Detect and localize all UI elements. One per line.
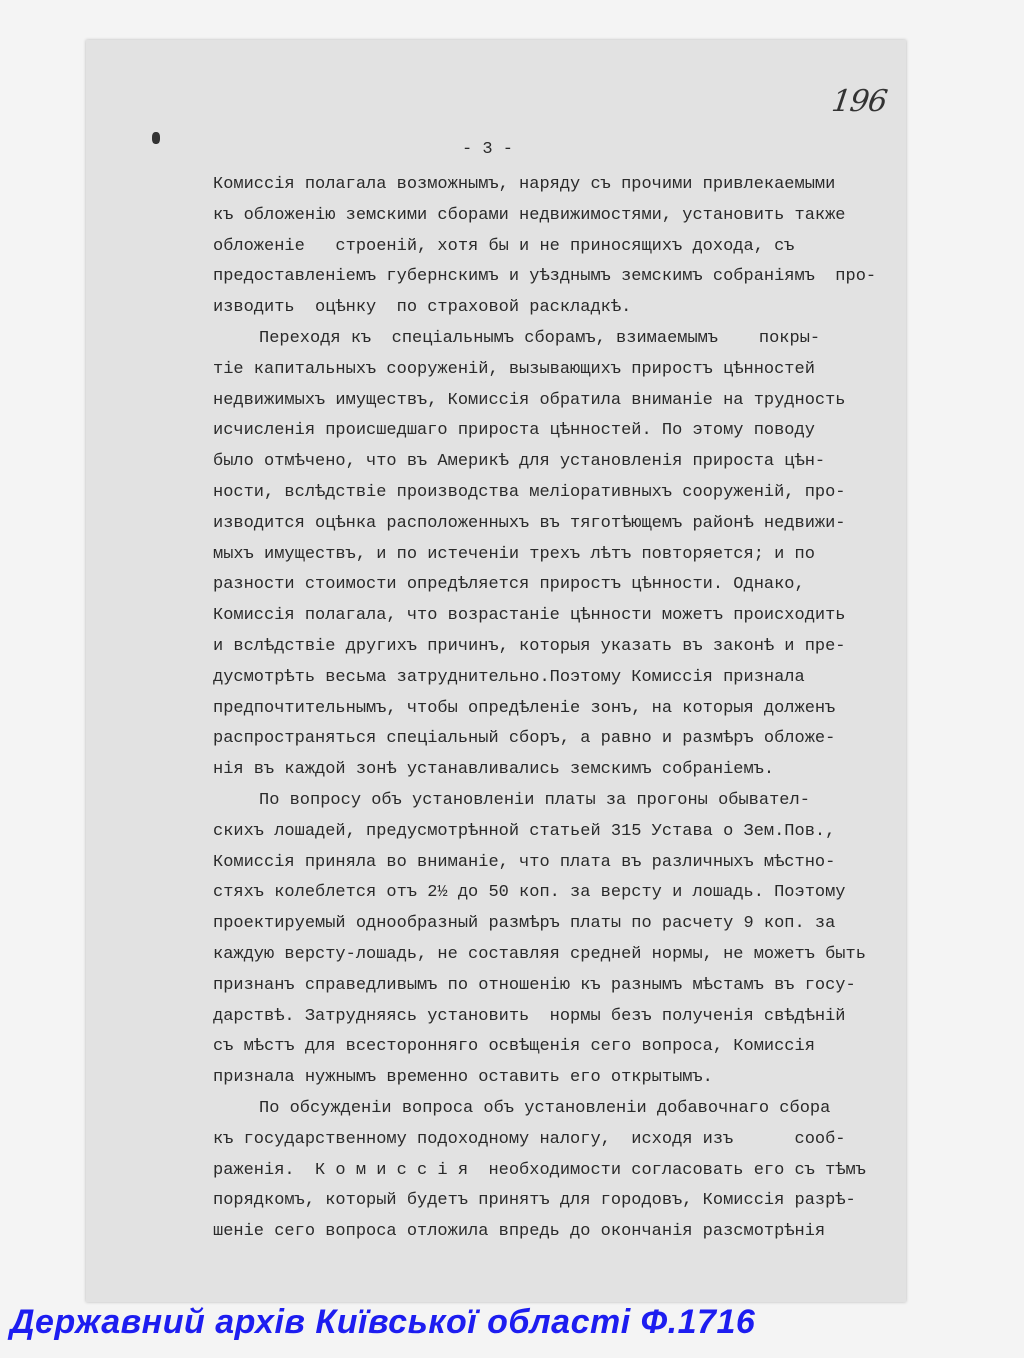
document-body <box>213 170 893 1248</box>
text-line: изводится оцѣнка расположенныхъ въ тяготѣющемъ районѣ недвижи- <box>213 513 846 533</box>
text-line: стяхъ колеблется отъ 2½ до 50 коп. за версту и лошадь. Поэтому <box>213 883 846 903</box>
text-line: нія въ каждой зонѣ устанавливались земскимъ собраніемъ. <box>213 760 775 780</box>
text-line: и вслѣдствіе другихъ причинъ, которыя указать въ законѣ и пре- <box>213 636 846 656</box>
text-line: порядкомъ, который будетъ принятъ для городовъ, Комиссія разрѣ- <box>213 1191 856 1211</box>
text-line: По обсужденіи вопроса объ установленіи добавочнаго сбора <box>259 1098 831 1118</box>
text-line: проектируемый однообразный размѣръ платы по расчету 9 коп. за <box>213 914 836 934</box>
text-line: Комиссія приняла во вниманіе, что плата въ различныхъ мѣстно- <box>213 852 836 872</box>
page-number: - 3 - <box>462 140 514 159</box>
text-line: Комиссія полагала, что возрастаніе цѣнности можетъ происходить <box>213 606 846 626</box>
text-line: Переходя къ спеціальнымъ сборамъ, взимаемымъ покры- <box>259 328 821 348</box>
text-line: По вопросу объ установленіи платы за прогоны обывател- <box>259 790 810 810</box>
archive-caption: Державний архів Київської області Ф.1716 <box>10 1303 756 1341</box>
text-line: недвижимыхъ имуществъ, Комиссія обратила вниманіе на трудность <box>213 390 846 410</box>
text-line: скихъ лошадей, предусмотрѣнной статьей 315 Устава о Зем.Пов., <box>213 821 836 841</box>
text-line: съ мѣстъ для всесторонняго освѣщенія сего вопроса, Комиссія <box>213 1037 815 1057</box>
text-line: мыхъ имуществъ, и по истеченіи трехъ лѣтъ повторяется; и по <box>213 544 815 564</box>
text-line: къ государственному подоходному налогу, исходя изъ сооб- <box>213 1129 846 1149</box>
text-line: признанъ справедливымъ по отношенію къ разнымъ мѣстамъ въ госу- <box>213 975 856 995</box>
text-line: было отмѣчено, что въ Америкѣ для установленія прироста цѣн- <box>213 452 826 472</box>
text-line: къ обложенію земскими сборами недвижимостями, установить также <box>213 205 846 225</box>
text-line: исчисленія происшедшаго прироста цѣнностей. По этому поводу <box>213 421 815 441</box>
text-line: каждую версту-лошадь, не составляя средней нормы, не можетъ быть <box>213 944 866 964</box>
text-line: дусмотрѣть весьма затруднительно.Поэтому Комиссія признала <box>213 667 805 687</box>
text-line: ности, вслѣдствіе производства меліоративныхъ сооруженій, про- <box>213 482 846 502</box>
text-line: признала нужнымъ временно оставить его открытымъ. <box>213 1068 713 1088</box>
text-line: дарствѣ. Затрудняясь установить нормы безъ полученія свѣдѣній <box>213 1006 846 1026</box>
ink-blot <box>152 132 160 144</box>
folio-number: 196 <box>829 84 889 119</box>
text-line: раженія. К о м и с с і я необходимости согласовать его съ тѣмъ <box>213 1160 866 1180</box>
text-line: Комиссія полагала возможнымъ, наряду съ прочими привлекаемыми <box>213 175 836 194</box>
text-line: обложеніе строеній, хотя бы и не приносящихъ дохода, съ <box>213 236 795 256</box>
text-line: тіе капитальныхъ сооруженій, вызывающихъ приростъ цѣнностей <box>213 359 815 379</box>
text-line: разности стоимости опредѣляется приростъ цѣнности. Однако, <box>213 575 805 595</box>
text-line: изводить оцѣнку по страховой раскладкѣ. <box>213 298 632 318</box>
text-line: шеніе сего вопроса отложила впредь до окончанія разсмотрѣнія <box>213 1222 826 1242</box>
text-line: предоставленіемъ губернскимъ и уѣзднымъ земскимъ собраніямъ про- <box>213 267 877 287</box>
text-line: предпочтительнымъ, чтобы опредѣленіе зонъ, на которыя долженъ <box>213 698 836 718</box>
text-line: распространяться спеціальный сборъ, а равно и размѣръ обложе- <box>213 729 836 749</box>
